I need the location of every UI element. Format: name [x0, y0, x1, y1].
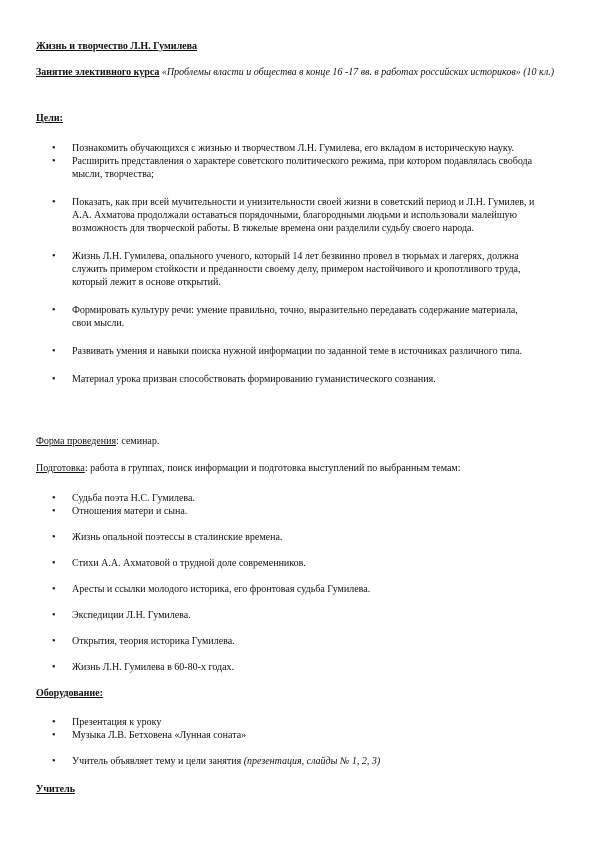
equipment-item: • Музыка Л.В. Бетховена «Лунная соната» — [52, 730, 247, 741]
course-grade: (10 кл.) — [523, 67, 555, 78]
topic-item: • Жизнь опальной поэтессы в сталинские времена. — [52, 532, 283, 543]
topic-item: • Отношения матери и сына. — [52, 506, 188, 517]
course-line — [36, 66, 556, 79]
teacher-label: Учитель — [36, 784, 75, 795]
bullet-icon: • — [52, 662, 56, 673]
prep-topics-list — [0, 492, 595, 674]
bullet-icon: • — [52, 756, 56, 767]
bullet-icon: • — [52, 197, 56, 208]
form-label: Форма проведения — [36, 436, 117, 447]
goal-item: • Показать, как при всей мучительности и унизительности своей жизни в советский период и Л.Н. Гумилев, и А.А. Ахматова продолжали оставаться порядочными, благородными людьми и использовали малейшую возможность для творческой работы. В тяжелые времена они разделили судьбу своего народа. — [52, 197, 535, 234]
bullet-icon: • — [52, 558, 56, 569]
prep-value: : работа в группах, поиск информации и подготовка выступлений по выбранным темам: — [84, 463, 461, 474]
bullet-icon: • — [52, 251, 56, 262]
goal-item: • Расширить представления о характере советского политического режима, при котором подавлялась свобода мысли, творчества; — [52, 156, 533, 180]
document-title: Жизнь и творчество Л.Н. Гумилева — [36, 41, 198, 52]
form-line — [36, 435, 159, 448]
goal-item: • Познакомить обучающихся с жизнью и творчеством Л.Н. Гумилева, его вкладом в историческую науку. — [52, 143, 515, 154]
bullet-icon: • — [52, 506, 56, 517]
announce-slides: (презентация, слайды № 1, 2, 3) — [243, 756, 381, 767]
course-text: «Проблемы власти и общества в конце 16 -17 вв. в работах российских историков» — [161, 67, 521, 78]
bullet-icon: • — [52, 730, 56, 741]
bullet-icon: • — [52, 374, 56, 385]
goals-heading: Цели: — [36, 113, 63, 124]
equipment-list — [0, 716, 595, 768]
prep-line — [36, 462, 576, 475]
bullet-icon: • — [52, 717, 56, 728]
bullet-icon: • — [52, 584, 56, 595]
equipment-item: • Презентация к уроку — [52, 717, 162, 728]
topic-item: • Жизнь Л.Н. Гумилева в 60-80-х годах. — [52, 662, 235, 673]
goal-item: • Материал урока призван способствовать формированию гуманистического сознания. — [52, 374, 436, 385]
goals-list — [0, 142, 595, 386]
goal-item: • Развивать умения и навыки поиска нужной информации по заданной теме в источниках различного типа. — [52, 346, 523, 357]
form-value: : семинар. — [116, 436, 160, 447]
topic-item: • Судьба поэта Н.С. Гумилева. — [52, 493, 195, 504]
bullet-icon: • — [52, 532, 56, 543]
bullet-icon: • — [52, 346, 56, 357]
bullet-icon: • — [52, 610, 56, 621]
topic-item: • Экспедиции Л.Н. Гумилева. — [52, 610, 191, 621]
equipment-heading: Оборудование: — [36, 688, 103, 699]
bullet-icon: • — [52, 143, 56, 154]
bullet-icon: • — [52, 636, 56, 647]
topic-item: • Стихи А.А. Ахматовой о трудной доле современников. — [52, 558, 306, 569]
prep-label: Подготовка — [36, 463, 85, 474]
bullet-icon: • — [52, 305, 56, 316]
course-label: Занятие элективного курса — [36, 67, 160, 78]
topic-item: • Аресты и ссылки молодого историка, его фронтовая судьба Гумилева. — [52, 584, 371, 595]
topic-item: • Открытия, теория историка Гумилева. — [52, 636, 235, 647]
equipment-item — [0, 755, 595, 768]
goal-item: • Жизнь Л.Н. Гумилева, опального ученого, который 14 лет безвинно провел в тюрьмах и лагерях, должна служить примером стойкости и преданности своему делу, примером настойчивого и кропотливого труда, который лежит в основе открытий. — [52, 251, 521, 288]
bullet-icon: • — [52, 493, 56, 504]
announce-text: Учитель объявляет тему и цели занятия — [72, 756, 244, 767]
goal-item: • Формировать культуру речи: умение правильно, точно, выразительно передавать содержание материала, свои мысли. — [52, 305, 518, 329]
bullet-icon: • — [52, 156, 56, 167]
